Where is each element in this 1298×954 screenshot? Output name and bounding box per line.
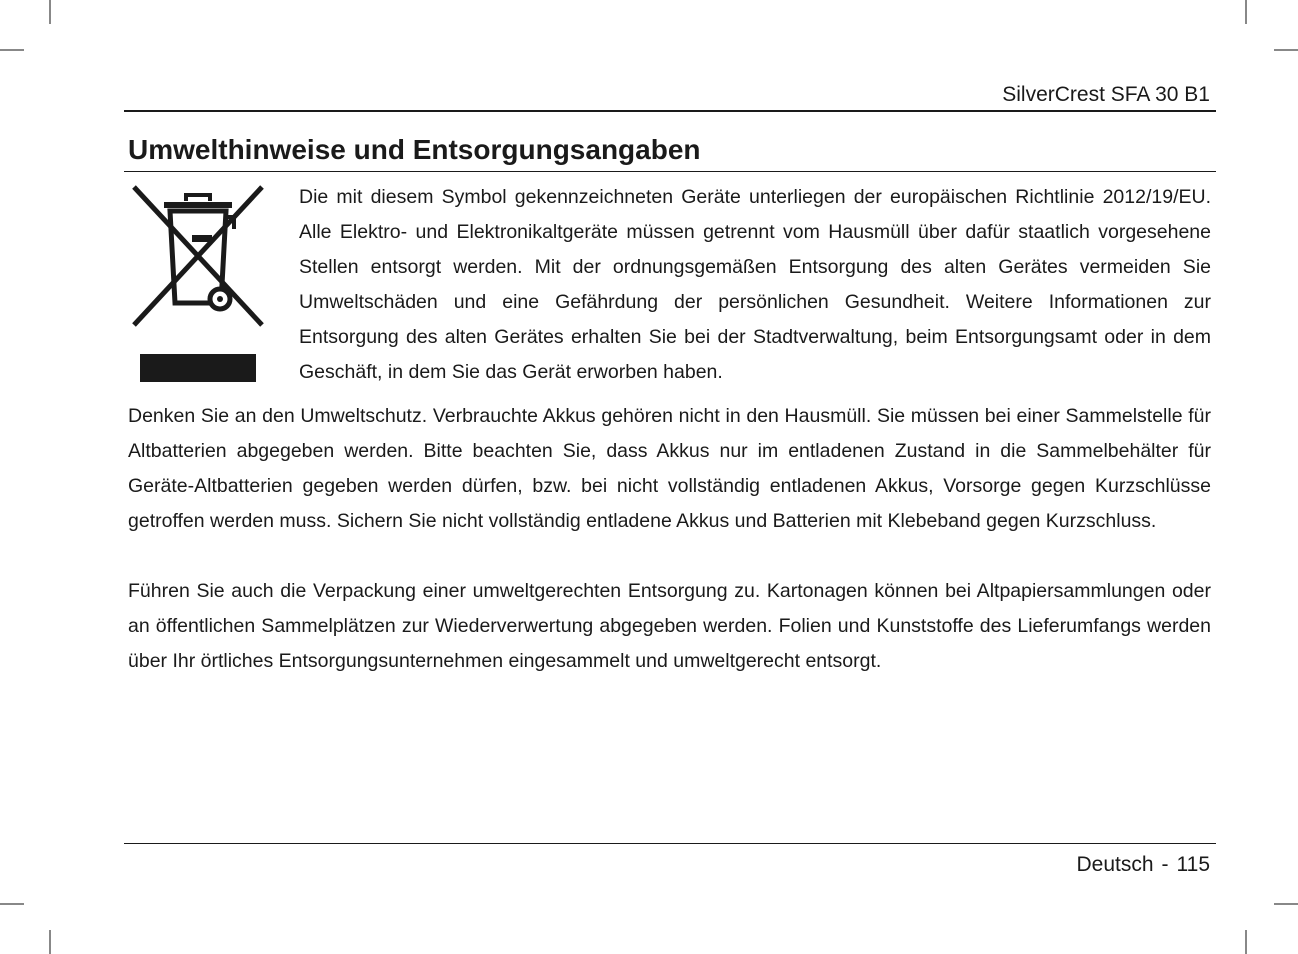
crop-mark: [1274, 903, 1298, 905]
weee-paragraph: Die mit diesem Symbol gekennzeichneten Geräte unterliegen der europäischen Richtlinie 2012/19/EU. Alle Elektro- und Elektronikaltgeräte müssen getrennt vom Hausmüll über dafür staatlich vorgesehene Stellen entsorgt werden. Mit der ordnungsgemäßen Entsorgung des alten Gerätes vermeiden Sie Umweltschäden und eine Gefährdung der persönlichen Gesundheit. Weitere Informationen zur Entsorgung des alten Gerätes erhalten Sie bei der Stadtverwaltung, beim Entsorgungsamt oder in dem Geschäft, in dem Sie das Gerät erworben haben.: [299, 186, 1211, 383]
crop-mark: [1274, 49, 1298, 51]
crop-mark: [0, 903, 24, 905]
crop-mark: [0, 49, 24, 51]
page-footer: [1076, 852, 1210, 878]
title-rule: [124, 171, 1216, 172]
header-rule: [124, 110, 1216, 112]
crop-mark: [49, 0, 51, 24]
packaging-paragraph: Führen Sie auch die Verpackung einer umweltgerechten Entsorgung zu. Kartonagen können bei Altpapiersammlungen oder an öffentlichen Sammelplätzen zur Wiederverwertung abgegeben werden. Folien und Kunststoffe des Lieferumfangs werden über Ihr örtliches Entsorgungsunternehmen eingesammelt und umweltgerecht entsorgt.: [128, 580, 1211, 672]
battery-paragraph: Denken Sie an den Umweltschutz. Verbrauchte Akkus gehören nicht in den Hausmüll. Sie müssen bei einer Sammelstelle für Altbatterien abgegeben werden. Bitte beachten Sie, dass Akkus nur im entladenen Zustand in die Sammelbehälter für Geräte-Altbatterien gegeben werden dürfen, bzw. bei nicht vollständig entladenen Akkus, Vorsorge gegen Kurzschlüsse getroffen werden muss. Sichern Sie nicht vollständig entladene Akkus und Batterien mit Klebeband gegen Kurzschluss.: [128, 405, 1211, 532]
footer-separator: -: [1161, 853, 1169, 876]
weee-symbol-icon: [128, 181, 268, 386]
page-title: Umwelthinweise und Entsorgungsangaben: [128, 134, 701, 165]
page-number: 115: [1176, 853, 1210, 876]
crop-mark: [1245, 930, 1247, 954]
footer-language: Deutsch: [1076, 853, 1154, 876]
running-header: SilverCrest SFA 30 B1: [1002, 83, 1210, 106]
footer-rule: [124, 843, 1216, 844]
crop-mark: [1245, 0, 1247, 24]
crop-mark: [49, 930, 51, 954]
